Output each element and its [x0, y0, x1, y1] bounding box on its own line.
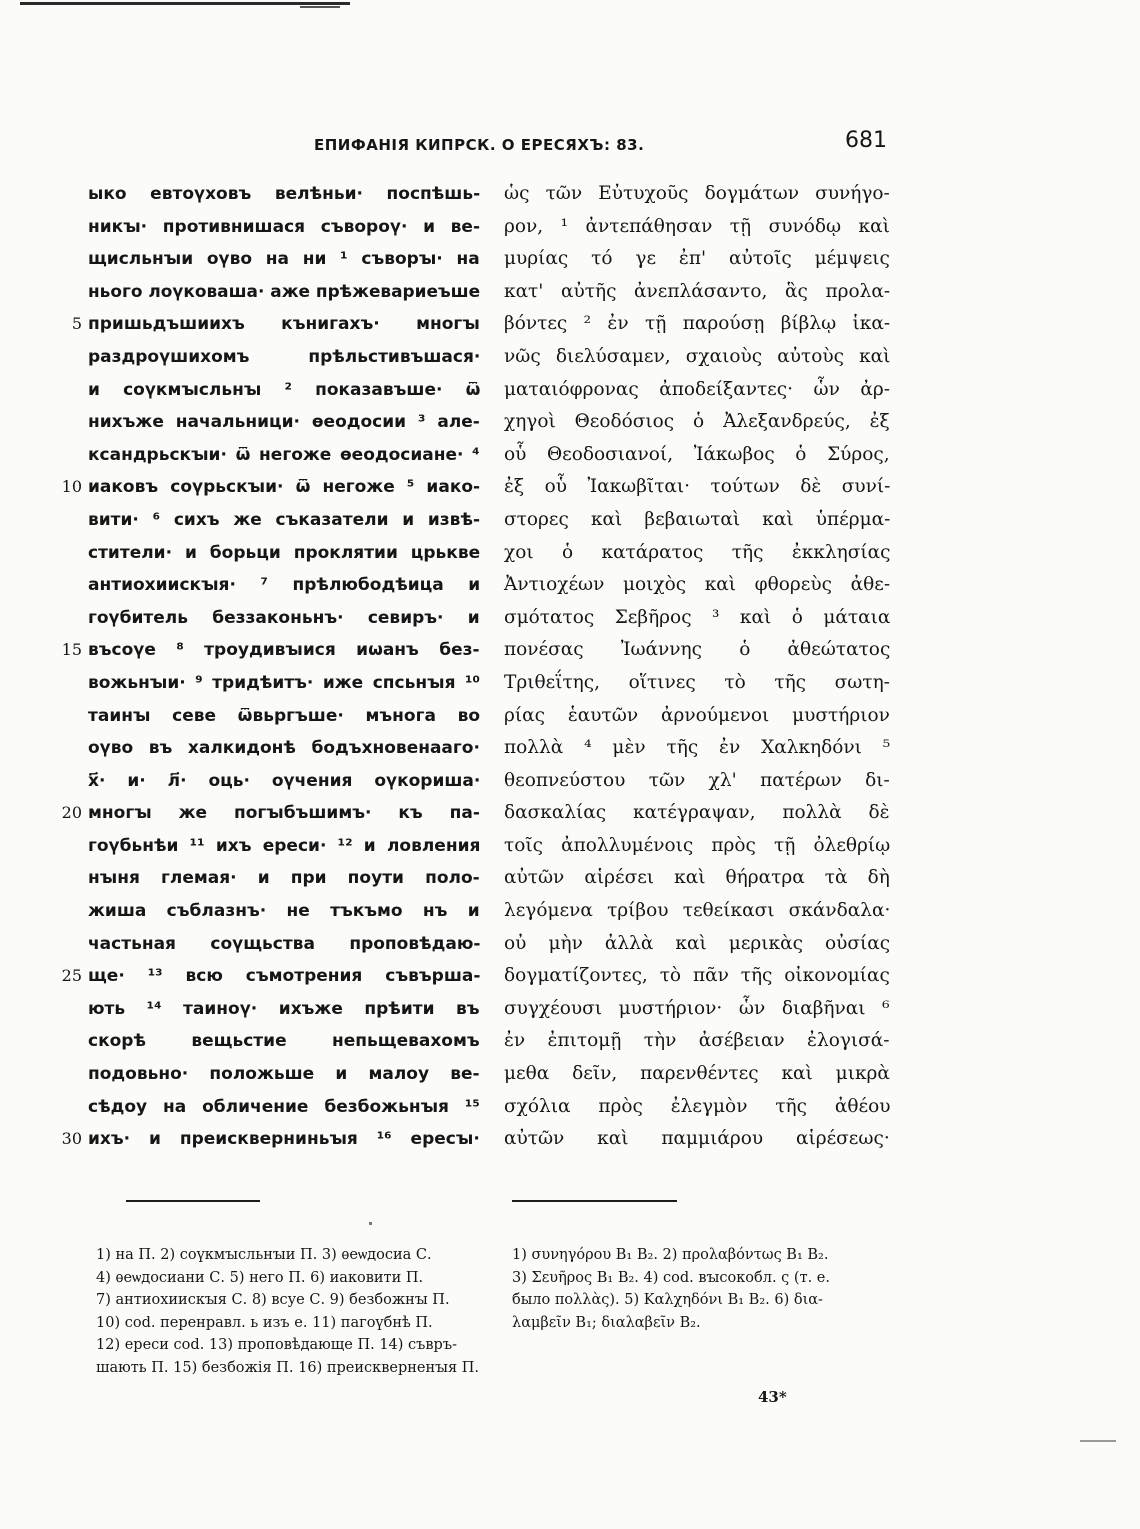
text-line [88, 1091, 488, 1124]
footnote-line: шають П. 15) безбожія П. 16) преискверненꙑя П. [96, 1359, 480, 1376]
text-line [504, 667, 896, 700]
text-line [61, 960, 488, 993]
line-text: иаковъ соүрьскꙑи· ѿ негоже ⁵ иако- [88, 477, 481, 498]
line-text: пришьдъшиихъ кънигахъ· многꙑ [88, 314, 480, 335]
line-text: συγχέουσι μυστήριον· ὧν διαβῆναι ⁶ [504, 997, 890, 1019]
line-text: ыко евтоүховъ велѣньи· поспѣшь- [88, 184, 481, 204]
text-line [504, 341, 896, 374]
line-text: раздроүшихомъ прѣльстивъшася· [88, 346, 481, 367]
scan-artifact [1080, 1440, 1116, 1442]
text-line [504, 700, 896, 733]
line-text: въсоүе ⁸ троудивꙑися иѡанъ без- [88, 640, 480, 661]
text-line [88, 374, 488, 407]
line-text: χηγοὶ Θεοδόσιος ὁ Ἀλεξανδρεύς, ἐξ [504, 411, 890, 433]
footnote-line: 12) ереси cod. 13) проповѣдающе П. 14) съвръ- [96, 1337, 457, 1353]
line-text: αὐτῶν καὶ παμμιάρου αἱρέσεως· [504, 1128, 890, 1150]
text-line [504, 1058, 896, 1091]
line-text: δασκαλίας κατέγραψαν, πολλὰ δὲ [504, 802, 890, 824]
line-text: ρίας ἑαυτῶν ἀρνούμενοι μυστήριον [504, 704, 890, 726]
text-line [504, 928, 896, 961]
text-line [88, 276, 488, 309]
line-number: 15 [61, 640, 82, 660]
line-text: βόντες ² ἐν τῇ παρούσῃ βίβλῳ ἱκα- [504, 313, 891, 335]
text-line [88, 1025, 488, 1058]
line-text: многꙑ же погꙑбъшимъ· къ па- [88, 803, 480, 824]
text-line [504, 993, 896, 1026]
line-text: πονέσας Ἰωάννης ὁ ἀθεώτατος [504, 639, 891, 661]
text-line [504, 243, 896, 276]
text-line [88, 732, 488, 765]
text-line [504, 830, 896, 863]
text-line [504, 1025, 896, 1058]
text-line [504, 504, 896, 537]
footnote-line: 3) Σευῆρος B₁ B₂. 4) cod. вꙑсокобл. ς (т. е. [512, 1269, 831, 1286]
text-line [88, 830, 488, 863]
text-line [88, 1058, 488, 1091]
line-number: 5 [71, 314, 82, 334]
line-text: αὐτῶν αἱρέσει καὶ θήρατρα τὰ δὴ [504, 867, 890, 889]
text-line [88, 504, 488, 537]
scan-artifact [20, 2, 350, 5]
scan-artifact [369, 1222, 372, 1225]
text-line [88, 341, 488, 374]
line-text: никꙑ· противнишася съвороү· и ве- [88, 216, 481, 237]
line-number: 25 [61, 966, 82, 986]
line-text: σμότατος Σεβῆρος ³ καὶ ὁ μάταια [504, 606, 891, 628]
line-text: подовьно· положьше и малоу ве- [88, 1064, 480, 1085]
line-number: 10 [61, 477, 82, 497]
text-line [504, 1091, 896, 1124]
text-line [504, 732, 896, 765]
text-line [504, 895, 896, 928]
text-line [61, 634, 488, 667]
text-line [88, 569, 488, 602]
page-header [0, 128, 1140, 158]
text-line [504, 634, 896, 667]
text-line [504, 862, 896, 895]
text-line [88, 862, 488, 895]
slavonic-text-column [61, 178, 488, 1156]
text-line [88, 178, 488, 211]
text-line [88, 993, 488, 1026]
text-line [88, 928, 488, 961]
line-text: ксандрьскꙑи· ѿ негоже ѳеодосиане· ⁴ [88, 444, 480, 465]
text-line [61, 471, 488, 504]
line-text: σχόλια πρὸς ἐλεγμὸν τῆς ἀθέου [504, 1095, 891, 1117]
line-text: таинꙑ севе ѿвьргъше· мънога во [88, 705, 481, 726]
text-line [88, 439, 488, 472]
line-text: νῶς διελύσαμεν, σχαιοὺς αὐτοὺς καὶ [504, 345, 891, 367]
line-text: оүво въ халкидонѣ бодъхновенааго· [88, 738, 480, 759]
text-line [504, 471, 896, 504]
line-text: вожьнꙑи· ⁹ тридѣитъ· иже спсьнꙑя ¹⁰ [88, 672, 480, 693]
line-text: πολλὰ ⁴ μὲν τῆς ἐν Χαλκηδόνι ⁵ [504, 737, 891, 759]
footnote-line: 1) на П. 2) соүкмꙑсльнꙑи П. 3) ѳеѡдосиа С. [96, 1247, 432, 1263]
line-text: нꙑня глемая· и при поути поло- [88, 868, 480, 889]
scan-artifact [300, 6, 340, 8]
text-line [504, 374, 896, 407]
text-line [504, 602, 896, 635]
footnote-line: 4) ѳеѡдосиани С. 5) него П. 6) иаковити П. [96, 1269, 424, 1286]
text-line [504, 308, 896, 341]
text-line [504, 439, 896, 472]
line-text: стители· и борьци проклятии црькве [88, 542, 481, 563]
line-text: στορες καὶ βεβαιωταὶ καὶ ὑπέρμα- [504, 508, 891, 530]
text-line [504, 765, 896, 798]
text-line [504, 276, 896, 309]
line-text: δογματίζοντες, τὸ πᾶν τῆς οἰκονομίας [504, 965, 890, 987]
text-line [504, 178, 896, 211]
line-text: Ἀντιοχέων μοιχὸς καὶ φθορεὺς ἀθε- [504, 574, 891, 596]
line-text: ихъ· и преискверниньꙑя ¹⁶ ересꙑ· [88, 1129, 480, 1150]
line-text: и соүкмꙑсльнꙑ ² показавъше· ѿ [88, 379, 481, 400]
text-line [88, 602, 488, 635]
footnote-line: 7) антиохиискꙑя С. 8) всуе С. 9) безбожнꙑ П. [96, 1292, 450, 1308]
line-text: Τριθεΐτης, οἵτινες τὸ τῆς σωτη- [504, 671, 890, 693]
line-number: 20 [61, 803, 82, 823]
line-text: нихъже начальници· ѳеодосии ³ але- [88, 412, 480, 433]
text-line [88, 700, 488, 733]
line-text: ἐν ἐπιτομῇ τὴν ἀσέβειαν ἐλογισά- [504, 1030, 890, 1052]
greek-text-column [504, 178, 896, 1156]
text-line [88, 765, 488, 798]
slavonic-footnotes [96, 1244, 496, 1379]
text-line [71, 308, 488, 341]
line-text: ще· ¹³ всю съмотрения съвърша- [88, 966, 481, 987]
text-line [504, 797, 896, 830]
text-line [88, 667, 488, 700]
text-line [504, 960, 896, 993]
line-text: τοῖς ἀπολλυμένοις πρὸς τῇ ὀλεθρίῳ [504, 834, 891, 856]
line-number: 30 [61, 1129, 82, 1149]
line-text: χοι ὁ κατάρατος τῆς ἐκκλησίας [504, 541, 891, 563]
line-text: οὗ Θεοδοσιανοί, Ἰάκωβος ὁ Σύρος, [504, 443, 890, 465]
footnote-separator [126, 1200, 260, 1202]
text-line [88, 243, 488, 276]
line-text: ἐξ οὗ Ἰακωβῖται· τούτων δὲ συνί- [504, 476, 891, 498]
text-line [61, 797, 488, 830]
line-text: гоүбитель беззаконьнъ· севиръ· и [88, 607, 480, 628]
text-line [88, 537, 488, 570]
line-text: антиохиискꙑя· ⁷ прѣлюбодѣица и [88, 575, 481, 596]
line-text: гоүбьнѣи ¹¹ ихъ ереси· ¹² и ловления [88, 835, 481, 856]
line-text: х҃· и· л҃· оць· оүчения оүкориша· [88, 770, 481, 791]
footnote-separator [512, 1200, 677, 1202]
line-text: скорѣ вещьстие непьщевахомъ [88, 1031, 480, 1052]
text-line [504, 537, 896, 570]
line-text: θεοπνεύστου τῶν χλ' πατέρων δι- [504, 769, 890, 791]
text-line [88, 406, 488, 439]
footnote-line: было πολλὰς). 5) Καλχηδόνι B₁ B₂. 6) δια- [512, 1292, 823, 1308]
footnote-line: 1) συνηγόρου B₁ B₂. 2) προλαβόντως B₁ B₂. [512, 1247, 829, 1263]
text-line [61, 1123, 488, 1156]
signature-mark: 43* [758, 1388, 787, 1406]
text-line [504, 211, 896, 244]
line-text: ють ¹⁴ таиноү· ихъже прѣити въ [88, 998, 480, 1019]
line-text: λεγόμενα τρίβου τεθείκασι σκάνδαλα· [504, 900, 891, 922]
line-text: μεθα δεῖν, παρενθέντες καὶ μικρὰ [504, 1063, 890, 1085]
text-line [88, 895, 488, 928]
line-text: ματαιόφρονας ἀποδείξαντες· ὧν ἀρ- [504, 378, 891, 400]
line-text: μυρίας τό γε ἐπ' αὐτοῖς μέμψεις [504, 248, 890, 270]
greek-footnotes [512, 1244, 912, 1334]
text-line [504, 569, 896, 602]
line-text: жиша съблазнъ· не тъкъмо нъ и [88, 901, 480, 922]
line-text: ὡς τῶν Εὐτυχοῦς δογμάτων συνήγο- [504, 183, 890, 204]
line-text: κατ' αὐτῆς ἀνεπλάσαντο, ἃς προλα- [504, 280, 891, 302]
line-text: щисльнꙑи оүво на ни ¹ съворꙑ· на [88, 249, 480, 270]
footnote-line: λαμβεῖν B₁; διαλαβεῖν B₂. [512, 1314, 701, 1331]
text-line [88, 211, 488, 244]
page-number: 681 [845, 128, 887, 153]
line-text: частьная соүщьства проповѣдаю- [88, 933, 481, 954]
line-text: οὐ μὴν ἀλλὰ καὶ μερικὰς οὐσίας [504, 932, 891, 954]
line-text: вити· ⁶ сихъ же съказатели и извѣ- [88, 509, 481, 530]
line-text: нього лоүковаша· аже прѣжевариеъше [88, 281, 481, 302]
text-line [504, 406, 896, 439]
line-text: сѣдоу на обличение безбожьнꙑя ¹⁵ [88, 1096, 480, 1117]
footnote-line: 10) cod. перенравл. ь изъ е. 11) пагоүбнѣ П. [96, 1314, 433, 1331]
running-title: ЕПИФАНІЯ КИПРСК. О ЕРЕСЯХЪ: 83. [314, 136, 645, 154]
text-line [504, 1123, 896, 1156]
line-text: ρον, ¹ ἀντεπάθησαν τῇ συνόδῳ καὶ [504, 215, 890, 237]
